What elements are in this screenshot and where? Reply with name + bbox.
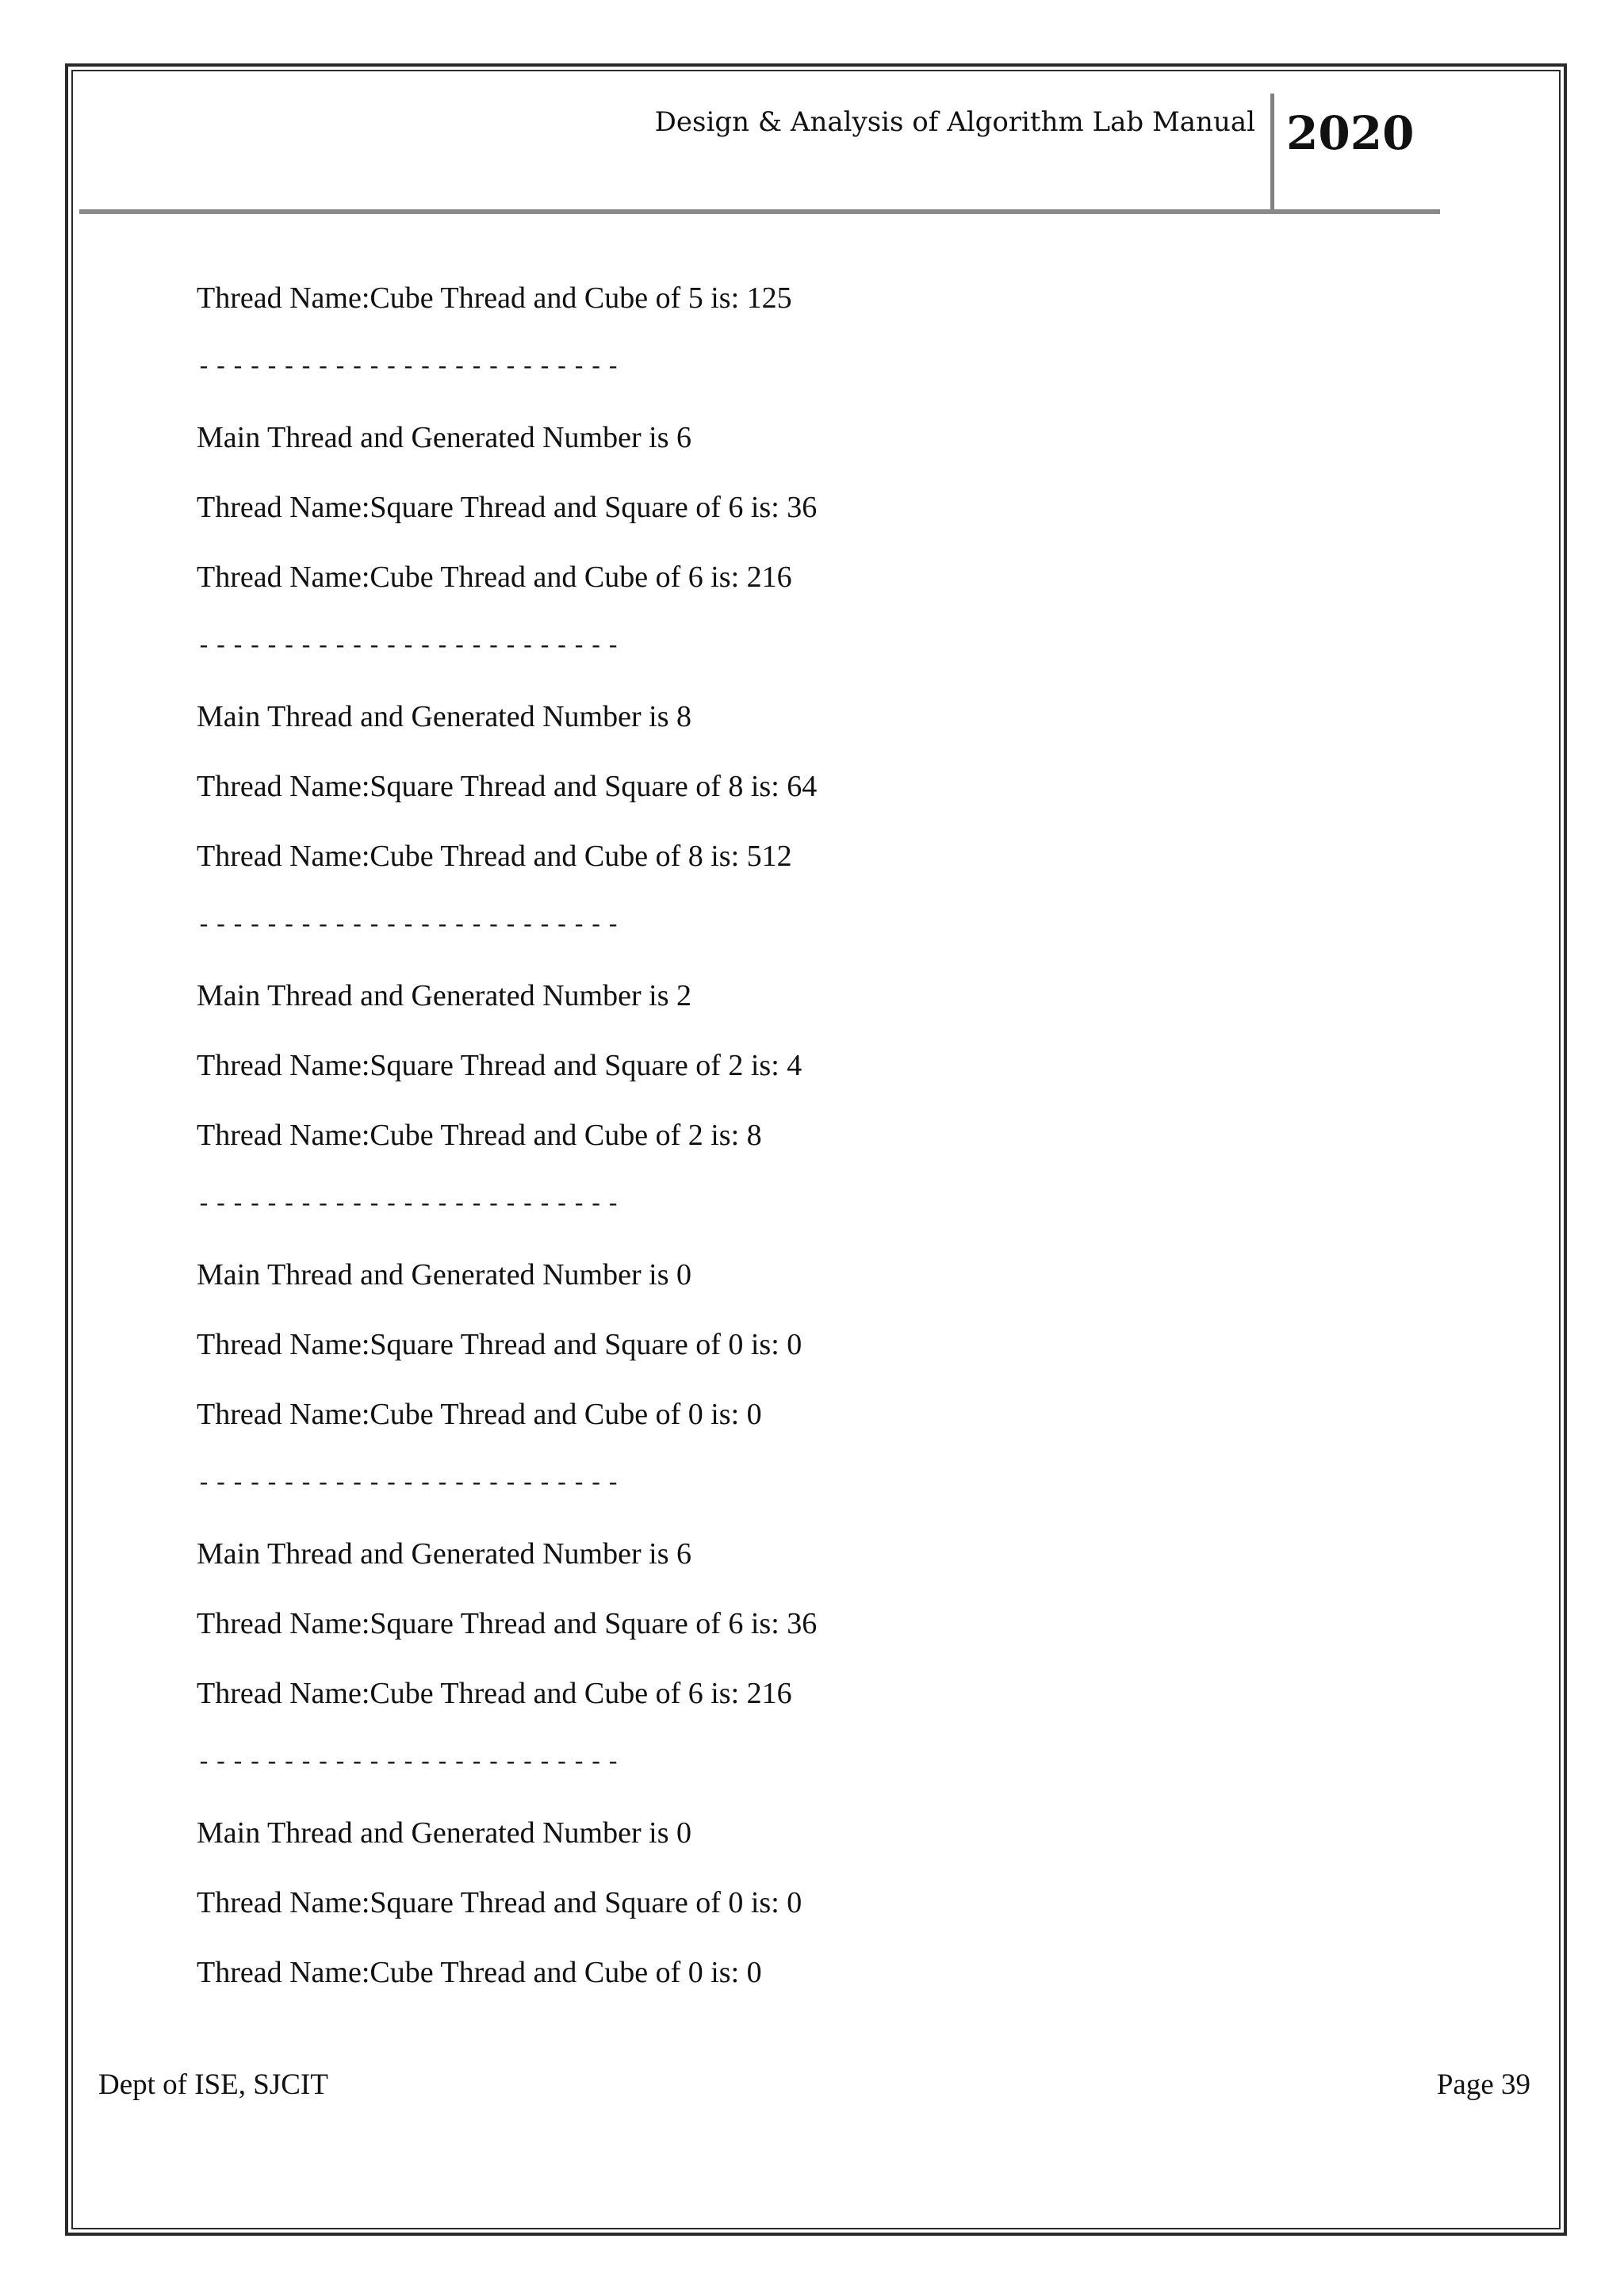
output-line: Main Thread and Generated Number is 6 — [197, 421, 691, 454]
output-line: Thread Name:Cube Thread and Cube of 5 is: 125 — [197, 281, 792, 315]
separator-line: ------------------------- — [197, 354, 623, 381]
separator-line: ------------------------- — [197, 633, 623, 660]
separator-line: ------------------------- — [197, 913, 623, 939]
output-line: Thread Name:Square Thread and Square of 0 is: 0 — [197, 1886, 802, 1919]
output-line: Thread Name:Square Thread and Square of 2 is: 4 — [197, 1049, 802, 1082]
header-rule — [79, 209, 1440, 214]
separator-line: ------------------------- — [197, 1750, 623, 1777]
header-divider-vertical — [1270, 94, 1274, 212]
output-line: Thread Name:Cube Thread and Cube of 6 is: 216 — [197, 561, 792, 594]
output-line: Thread Name:Square Thread and Square of 6 is: 36 — [197, 1607, 818, 1640]
output-line: Main Thread and Generated Number is 0 — [197, 1816, 691, 1850]
output-line: Thread Name:Cube Thread and Cube of 0 is: 0 — [197, 1398, 762, 1431]
separator-line: ------------------------- — [197, 1471, 623, 1498]
separator-line: ------------------------- — [197, 1192, 623, 1219]
output-line: Main Thread and Generated Number is 0 — [197, 1258, 691, 1292]
output-line: Thread Name:Cube Thread and Cube of 2 is: 8 — [197, 1119, 762, 1152]
output-listing — [197, 277, 817, 2022]
output-line: Main Thread and Generated Number is 8 — [197, 700, 691, 733]
output-line: Thread Name:Square Thread and Square of 0 is: 0 — [197, 1328, 802, 1361]
footer-department: Dept of ISE, SJCIT — [98, 2068, 328, 2101]
header-year: 2020 — [1286, 106, 1415, 160]
output-line: Thread Name:Cube Thread and Cube of 0 is: 0 — [197, 1956, 762, 1989]
header-title: Design & Analysis of Algorithm Lab Manual — [654, 106, 1255, 138]
output-line: Thread Name:Cube Thread and Cube of 6 is: 216 — [197, 1677, 792, 1710]
output-line: Main Thread and Generated Number is 2 — [197, 979, 691, 1012]
footer-page-number: Page 39 — [1436, 2068, 1530, 2101]
output-line: Thread Name:Cube Thread and Cube of 8 is: 512 — [197, 840, 792, 873]
output-line: Main Thread and Generated Number is 6 — [197, 1537, 691, 1571]
output-line: Thread Name:Square Thread and Square of 6 is: 36 — [197, 491, 818, 524]
output-line: Thread Name:Square Thread and Square of 8 is: 64 — [197, 770, 818, 803]
